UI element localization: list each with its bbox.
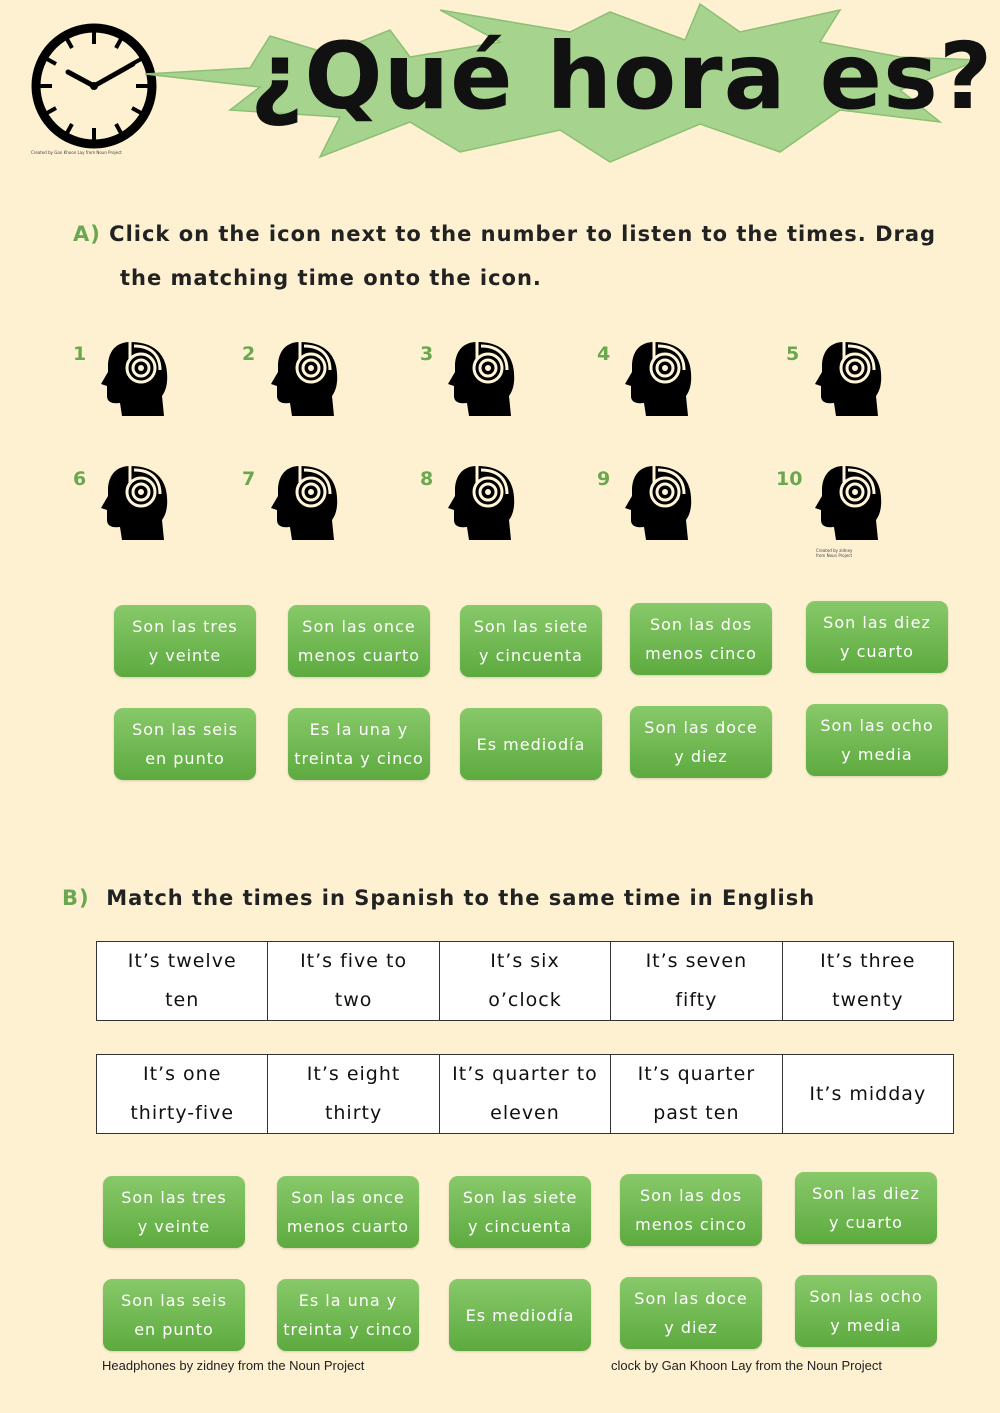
time-tile-line1: Son las doce <box>644 718 758 737</box>
time-tile-label <box>820 711 933 769</box>
headphones-icon[interactable] <box>447 462 517 542</box>
time-tile[interactable] <box>103 1176 245 1248</box>
time-tile-label <box>287 1183 409 1241</box>
time-tile-line1: Es la una y <box>309 720 409 739</box>
page-title: ¿Qué hora es? <box>250 23 994 130</box>
time-tile-line1: Son las once <box>291 1188 405 1207</box>
time-tile-line2: y media <box>841 745 913 764</box>
time-tile-label <box>283 1286 413 1344</box>
time-tile-line1: Son las once <box>302 617 416 636</box>
time-tile-label <box>823 608 931 666</box>
time-tile[interactable] <box>103 1279 245 1351</box>
section-a-instruction-text: Click on the icon next to the number to listen to the times. Drag <box>109 222 937 246</box>
english-time-cell[interactable] <box>97 942 268 1021</box>
time-tile-label <box>634 1284 747 1342</box>
time-tile[interactable] <box>277 1176 419 1248</box>
english-time-line1: It’s quarter <box>637 1063 756 1085</box>
time-tile-line2: y media <box>830 1316 902 1335</box>
english-time-line1: It’s quarter to <box>452 1063 598 1085</box>
english-times-table-row1 <box>96 941 954 1021</box>
time-tile-line2: y diez <box>664 1318 718 1337</box>
time-tile[interactable] <box>460 605 602 677</box>
time-tile-label <box>466 1301 575 1330</box>
audio-item-number: 6 <box>73 468 87 490</box>
time-tile[interactable] <box>288 708 430 780</box>
time-tile-line1: Son las ocho <box>809 1287 923 1306</box>
time-tile[interactable] <box>806 601 948 673</box>
time-tile-label <box>294 715 424 773</box>
time-tile-line2: y diez <box>674 747 728 766</box>
headphones-icon[interactable] <box>270 338 340 418</box>
time-tile-line1: Son las siete <box>473 617 589 636</box>
english-time-line2: o’clock <box>488 989 562 1011</box>
english-time-line2: thirty-five <box>130 1102 235 1124</box>
time-tile-line1: Es la una y <box>298 1291 398 1310</box>
time-tile[interactable] <box>449 1279 591 1351</box>
headphones-credit-footer: Headphones by zidney from the Noun Project <box>102 1358 365 1373</box>
headphones-icon[interactable] <box>624 338 694 418</box>
section-b-instruction <box>62 886 815 910</box>
time-tile[interactable] <box>277 1279 419 1351</box>
time-tile-line2: y cuarto <box>829 1213 903 1232</box>
time-tile-line1: Es mediodía <box>465 1305 575 1325</box>
time-tile-line1: Es mediodía <box>476 734 586 754</box>
time-tile-label <box>132 715 238 773</box>
time-tile-line1: Son las dos <box>649 615 753 634</box>
english-time-line2: ten <box>165 989 200 1011</box>
audio-item-number: 4 <box>597 343 611 365</box>
time-tile-line2: treinta y cinco <box>283 1320 413 1339</box>
section-a-instruction-line1 <box>73 222 936 246</box>
headphones-icon[interactable] <box>447 338 517 418</box>
clock-credit-footer: clock by Gan Khoon Lay from the Noun Project <box>611 1358 882 1373</box>
time-tile-line1: Son las tres <box>121 1188 227 1207</box>
time-tile-line2: menos cuarto <box>286 1217 410 1236</box>
time-tile-line1: Son las dos <box>639 1186 743 1205</box>
headphones-icon[interactable] <box>270 462 340 542</box>
time-tile[interactable] <box>630 706 772 778</box>
time-tile-label <box>298 612 420 670</box>
english-time-line2: past ten <box>653 1102 740 1124</box>
clock-credit-text: Created by Gan Khoon Lay from Noun Project <box>31 150 122 155</box>
english-time-line1: It’s one <box>143 1063 222 1085</box>
time-tile-line2: y veinte <box>137 1217 211 1236</box>
english-time-line1: It’s twelve <box>127 950 237 972</box>
english-time-cell[interactable] <box>97 1055 268 1134</box>
section-a-instruction-line2: the matching time onto the icon. <box>120 266 542 290</box>
time-tile[interactable] <box>114 708 256 780</box>
english-time-line1: It’s five to <box>300 950 408 972</box>
time-tile-line2: menos cuarto <box>297 646 421 665</box>
time-tile-label <box>812 1179 920 1237</box>
time-tile[interactable] <box>795 1275 937 1347</box>
time-tile-label <box>809 1282 922 1340</box>
time-tile-line2: menos cinco <box>645 644 757 663</box>
time-tile[interactable] <box>806 704 948 776</box>
time-tile-label <box>645 610 757 668</box>
time-tile-line1: Son las diez <box>812 1184 920 1203</box>
time-tile-line2: en punto <box>145 749 225 768</box>
english-time-cell[interactable] <box>439 1055 610 1134</box>
audio-item-number: 10 <box>776 468 803 490</box>
english-time-cell[interactable] <box>782 942 953 1021</box>
headphones-icon[interactable] <box>814 462 884 542</box>
headphones-icon[interactable] <box>100 462 170 542</box>
audio-item-number: 7 <box>242 468 256 490</box>
time-tile-label <box>644 713 757 771</box>
time-tile-line1: Son las seis <box>121 1291 227 1310</box>
time-tile[interactable] <box>630 603 772 675</box>
time-tile-line2: y cincuenta <box>468 1217 572 1236</box>
audio-item-number: 5 <box>786 343 800 365</box>
time-tile[interactable] <box>620 1277 762 1349</box>
english-time-line1: It’s three <box>820 950 916 972</box>
english-time-line2: two <box>334 989 373 1011</box>
time-tile-line1: Son las diez <box>823 613 931 632</box>
english-times-table-row2 <box>96 1054 954 1134</box>
english-time-line1: It’s six <box>490 950 560 972</box>
time-tile-line1: Son las seis <box>132 720 238 739</box>
time-tile-line1: Son las siete <box>462 1188 578 1207</box>
time-tile-line2: y cincuenta <box>479 646 583 665</box>
english-time-line2: twenty <box>832 989 904 1011</box>
clock-icon <box>30 22 158 150</box>
headphones-icon[interactable] <box>100 338 170 418</box>
english-time-cell[interactable] <box>268 942 439 1021</box>
headphones-credit-text: Created by zidney from Noun Project <box>816 548 853 558</box>
english-time-cell[interactable] <box>439 942 610 1021</box>
time-tile-label <box>474 612 589 670</box>
time-tile[interactable] <box>460 708 602 780</box>
time-tile-label <box>463 1183 578 1241</box>
headphones-icon[interactable] <box>624 462 694 542</box>
english-time-line2: eleven <box>490 1102 560 1124</box>
english-time-line1: It’s eight <box>306 1063 401 1085</box>
english-time-cell[interactable] <box>611 942 782 1021</box>
time-tile-line2: y cuarto <box>840 642 914 661</box>
english-time-line2: thirty <box>324 1102 383 1124</box>
english-time-cell[interactable] <box>611 1055 782 1134</box>
audio-item-number: 3 <box>420 343 434 365</box>
audio-item-number: 1 <box>73 343 87 365</box>
time-tile[interactable] <box>449 1176 591 1248</box>
audio-item-number: 9 <box>597 468 611 490</box>
english-time-line2: fifty <box>675 989 718 1011</box>
section-b-instruction-text: Match the times in Spanish to the same time in English <box>106 886 816 910</box>
time-tile-label <box>132 612 238 670</box>
english-time-line1: It’s seven <box>645 950 748 972</box>
time-tile-line1: Son las ocho <box>820 716 934 735</box>
audio-item-number: 2 <box>242 343 256 365</box>
time-tile[interactable] <box>795 1172 937 1244</box>
time-tile-line2: menos cinco <box>635 1215 747 1234</box>
section-a-letter: A) <box>73 222 101 246</box>
time-tile-line2: treinta y cinco <box>294 749 424 768</box>
audio-item-number: 8 <box>420 468 434 490</box>
time-tile-line1: Son las doce <box>634 1289 748 1308</box>
english-time-line1: It’s midday <box>809 1082 927 1105</box>
english-time-cell[interactable] <box>268 1055 439 1134</box>
time-tile[interactable] <box>620 1174 762 1246</box>
time-tile[interactable] <box>288 605 430 677</box>
time-tile-label <box>635 1181 747 1239</box>
time-tile-line2: en punto <box>134 1320 214 1339</box>
time-tile[interactable] <box>114 605 256 677</box>
time-tile-label <box>121 1286 227 1344</box>
time-tile-line1: Son las tres <box>132 617 238 636</box>
time-tile-label <box>477 730 586 759</box>
english-time-cell[interactable] <box>782 1055 953 1134</box>
time-tile-label <box>121 1183 227 1241</box>
headphones-icon[interactable] <box>814 338 884 418</box>
section-b-letter: B) <box>62 886 90 910</box>
time-tile-line2: y veinte <box>148 646 222 665</box>
